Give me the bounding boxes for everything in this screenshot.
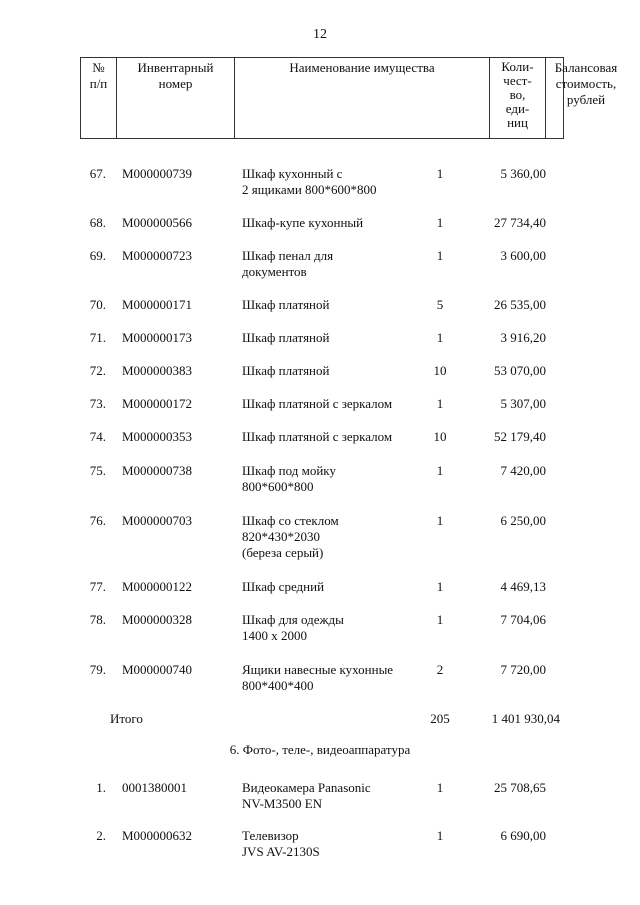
row-inventory-number: М000000632 — [122, 828, 193, 843]
header-col-quantity: Коли- чест- во, еди- ниц — [490, 58, 546, 138]
row-quantity: 10 — [433, 429, 447, 444]
row-inventory-number: М000000328 — [122, 612, 193, 627]
row-number: 68. — [89, 215, 106, 230]
row-inventory-number: М000000173 — [122, 330, 193, 345]
row-value: 26 535,00 — [494, 297, 546, 312]
row-quantity: 1 — [436, 396, 444, 411]
row-quantity: 1 — [436, 579, 444, 594]
row-inventory-number: М000000723 — [122, 248, 193, 263]
row-quantity: 10 — [433, 363, 447, 378]
row-value: 3 916,20 — [500, 330, 546, 345]
row-inventory-number: М000000122 — [122, 579, 193, 594]
row-value: 27 734,40 — [494, 215, 546, 230]
row-quantity: 1 — [436, 612, 444, 627]
row-number: 73. — [89, 396, 106, 411]
row-number: 74. — [89, 429, 106, 444]
row-number: 71. — [89, 330, 106, 345]
row-number: 1. — [96, 780, 106, 795]
row-item-name: Ящики навесные кухонные 800*400*400 — [242, 662, 394, 693]
row-quantity: 1 — [436, 780, 444, 795]
row-value: 52 179,40 — [494, 429, 546, 444]
row-number: 79. — [89, 662, 106, 677]
header-col-value: Балансовая стоимость, рублей — [554, 60, 618, 107]
row-number: 76. — [89, 513, 106, 528]
row-value: 25 708,65 — [494, 780, 546, 795]
row-inventory-number: М000000353 — [122, 429, 193, 444]
row-quantity: 1 — [436, 215, 444, 230]
row-inventory-number: М000000739 — [122, 166, 193, 181]
row-quantity: 1 — [436, 166, 444, 181]
header-col-name: Наименование имущества — [235, 58, 490, 138]
row-value: 6 250,00 — [500, 513, 546, 528]
row-quantity: 1 — [436, 248, 444, 263]
section-title: 6. Фото-, теле-, видеоаппаратура — [229, 742, 411, 757]
row-inventory-number: 0001380001 — [122, 780, 187, 795]
row-inventory-number: М000000566 — [122, 215, 193, 230]
row-number: 67. — [89, 166, 106, 181]
row-item-name: Шкаф платяной — [242, 330, 330, 345]
total-label: Итого — [110, 711, 143, 726]
row-inventory-number: М000000172 — [122, 396, 193, 411]
row-number: 77. — [89, 579, 106, 594]
row-item-name: Видеокамера Panasonic NV-M3500 EN — [242, 780, 371, 811]
row-value: 7 704,06 — [500, 612, 546, 627]
row-number: 78. — [89, 612, 106, 627]
row-quantity: 1 — [436, 513, 444, 528]
row-value: 5 307,00 — [500, 396, 546, 411]
page-number: 12 — [313, 27, 327, 42]
row-item-name: Шкаф платяной — [242, 297, 330, 312]
row-item-name: Шкаф платяной — [242, 363, 330, 378]
row-item-name: Шкаф платяной с зеркалом — [242, 396, 393, 411]
row-number: 70. — [89, 297, 106, 312]
total-quantity: 205 — [430, 711, 450, 726]
row-number: 69. — [89, 248, 106, 263]
row-quantity: 2 — [436, 662, 444, 677]
row-value: 7 720,00 — [500, 662, 546, 677]
row-inventory-number: М000000171 — [122, 297, 193, 312]
row-inventory-number: М000000703 — [122, 513, 193, 528]
table-header — [80, 57, 618, 139]
row-item-name: Шкаф кухонный с 2 ящиками 800*600*800 — [242, 166, 377, 197]
row-number: 2. — [96, 828, 106, 843]
row-value: 7 420,00 — [500, 463, 546, 478]
total-value: 1 401 930,04 — [491, 711, 560, 726]
row-value: 53 070,00 — [494, 363, 546, 378]
row-value: 3 600,00 — [500, 248, 546, 263]
row-item-name: Шкаф средний — [242, 579, 325, 594]
header-col-inventory: Инвентарный номер — [117, 58, 235, 138]
row-number: 72. — [89, 363, 106, 378]
row-quantity: 1 — [436, 828, 444, 843]
row-item-name: Шкаф со стеклом 820*430*2030 (береза серый) — [242, 513, 339, 560]
row-value: 6 690,00 — [500, 828, 546, 843]
row-quantity: 5 — [436, 297, 444, 312]
row-inventory-number: М000000383 — [122, 363, 193, 378]
row-value: 4 469,13 — [500, 579, 546, 594]
row-number: 75. — [89, 463, 106, 478]
row-item-name: Шкаф-купе кухонный — [242, 215, 364, 230]
row-quantity: 1 — [436, 330, 444, 345]
row-item-name: Телевизор JVS AV-2130S — [242, 828, 320, 859]
row-item-name: Шкаф пенал для документов — [242, 248, 334, 279]
header-col-value-cell — [546, 58, 618, 138]
row-inventory-number: М000000740 — [122, 662, 193, 677]
row-item-name: Шкаф под мойку 800*600*800 — [242, 463, 336, 494]
header-col-number: № п/п — [81, 58, 117, 138]
row-item-name: Шкаф для одежды 1400 х 2000 — [242, 612, 344, 643]
row-value: 5 360,00 — [500, 166, 546, 181]
row-inventory-number: М000000738 — [122, 463, 193, 478]
row-item-name: Шкаф платяной с зеркалом — [242, 429, 393, 444]
row-quantity: 1 — [436, 463, 444, 478]
